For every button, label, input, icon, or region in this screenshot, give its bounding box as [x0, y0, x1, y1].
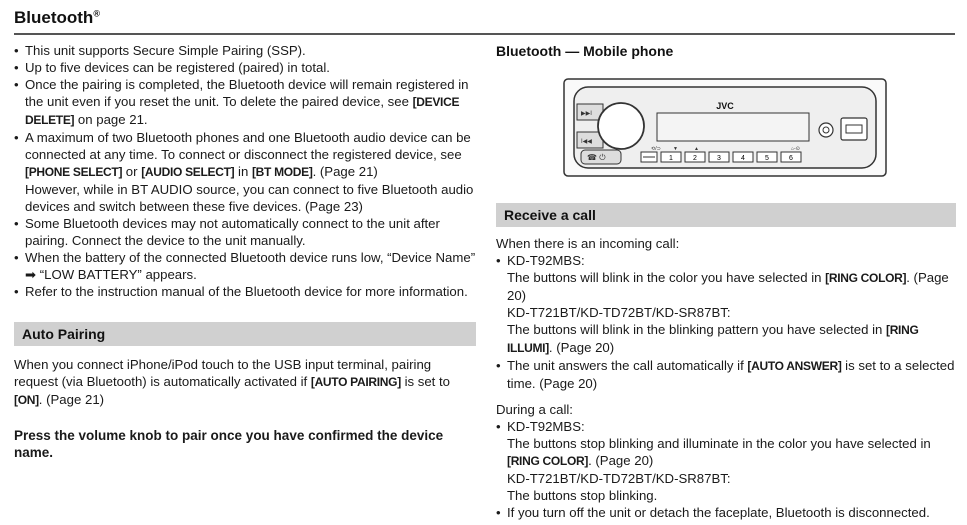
receive-call-section	[496, 203, 956, 521]
during-list	[496, 418, 956, 521]
incoming-intro: When there is an incoming call:	[496, 236, 680, 251]
setting-keyword: [RING COLOR]	[507, 454, 589, 468]
setting-keyword: [BT MODE]	[251, 165, 313, 179]
pairing-note: Press the volume knob to pair once you have confirmed the device name.	[14, 428, 444, 460]
right-column	[496, 42, 956, 60]
svg-text:▶▶I: ▶▶I	[581, 111, 592, 117]
list-item: • KD-T92MBS: The buttons will blink in the color you have selected in [RING COLOR]. (Page 20) KD-T721BT/KD-TD72BT/KD-SR87BT: The buttons will blink in the blinking pattern you have selected in [RING ILLUMI]. (Page 20)	[496, 252, 956, 357]
setting-keyword: [AUDIO SELECT]	[141, 165, 235, 179]
setting-keyword: [DEVICE DELETE]	[25, 95, 460, 127]
list-item: • The unit answers the call automatically if [AUTO ANSWER] is set to a selected time. (Page 20)	[496, 357, 956, 392]
setting-keyword: [AUTO PAIRING]	[310, 375, 401, 389]
bullet-continuation: However, while in BT AUDIO source, you can connect to five Bluetooth audio devices and switch between these five devices. (Page 23)	[25, 182, 474, 214]
setting-keyword: [AUTO ANSWER]	[747, 359, 842, 373]
auto-pairing-body: When you connect iPhone/iPod touch to the USB input terminal, pairing request (via Bluetooth) is automatically activated if [AUTO PAIRING] is set to [ON]. (Page 21)	[14, 357, 451, 407]
svg-text:⟲/⊃: ⟲/⊃	[651, 146, 661, 152]
list-item: • This unit supports Secure Simple Pairing (SSP).	[14, 42, 476, 59]
bluetooth-notes-list	[14, 42, 476, 300]
list-item: • Once the pairing is completed, the Bluetooth device will remain registered in the unit even if you reset the unit. To delete the paired device, see [DEVICE DELETE] on page 21.	[14, 76, 476, 129]
car-stereo-illustration	[563, 78, 887, 177]
page-title	[14, 8, 100, 28]
list-item: • Refer to the instruction manual of the Bluetooth device for more information.	[14, 283, 476, 300]
brand-logo: JVC	[716, 101, 734, 111]
title-divider	[14, 33, 955, 35]
preset-key-label: 2	[693, 155, 697, 162]
list-item: • Up to five devices can be registered (paired) in total.	[14, 59, 476, 76]
auto-pairing-heading: Auto Pairing	[14, 322, 476, 346]
mobile-phone-heading: Bluetooth — Mobile phone	[496, 43, 674, 59]
preset-key-label: 3	[717, 155, 721, 162]
incoming-list	[496, 252, 956, 392]
page-title-text: Bluetooth	[14, 8, 94, 27]
svg-text:I◀◀: I◀◀	[581, 139, 592, 145]
svg-text:▼: ▼	[673, 146, 678, 152]
during-intro: During a call:	[496, 402, 573, 417]
volume-knob-icon	[598, 103, 644, 149]
list-item: • If you turn off the unit or detach the faceplate, Bluetooth is disconnected.	[496, 504, 956, 521]
list-item: • When the battery of the connected Bluetooth device runs low, “Device Name” ➡ “LOW BATTERY” appears.	[14, 249, 476, 283]
list-item: • A maximum of two Bluetooth phones and one Bluetooth audio device can be connected at any time. To connect or disconnect the registered device, see [PHONE SELECT] or [AUDIO SELECT] in [BT MODE]. (Page 21) However, while in BT AUDIO source, you can connect to five Bluetooth audio devices and switch between these five devices. (Page 23)	[14, 129, 476, 215]
list-item: • KD-T92MBS: The buttons stop blinking and illuminate in the color you have selected in [RING COLOR]. (Page 20) KD-T721BT/KD-TD72BT/KD-SR87BT: The buttons stop blinking.	[496, 418, 956, 504]
svg-text:⌂-⊙: ⌂-⊙	[791, 146, 800, 152]
setting-keyword: [RING COLOR]	[825, 271, 907, 285]
preset-key-label: 4	[741, 155, 745, 162]
left-column	[14, 42, 476, 461]
setting-keyword: [PHONE SELECT]	[25, 165, 123, 179]
svg-text:☎ ⏻: ☎ ⏻	[587, 153, 606, 162]
registered-mark: ®	[93, 8, 100, 19]
receive-call-heading: Receive a call	[496, 203, 956, 227]
preset-key-label: 6	[789, 155, 793, 162]
preset-key-label: 5	[765, 155, 769, 162]
svg-text:▲: ▲	[694, 146, 699, 152]
preset-key-label: 1	[669, 155, 673, 162]
setting-keyword: [RING ILLUMI]	[507, 323, 919, 355]
list-item: • Some Bluetooth devices may not automatically connect to the unit after pairing. Connect the device to the unit manually.	[14, 215, 476, 249]
display-window	[657, 113, 809, 141]
setting-keyword: [ON]	[14, 393, 39, 407]
